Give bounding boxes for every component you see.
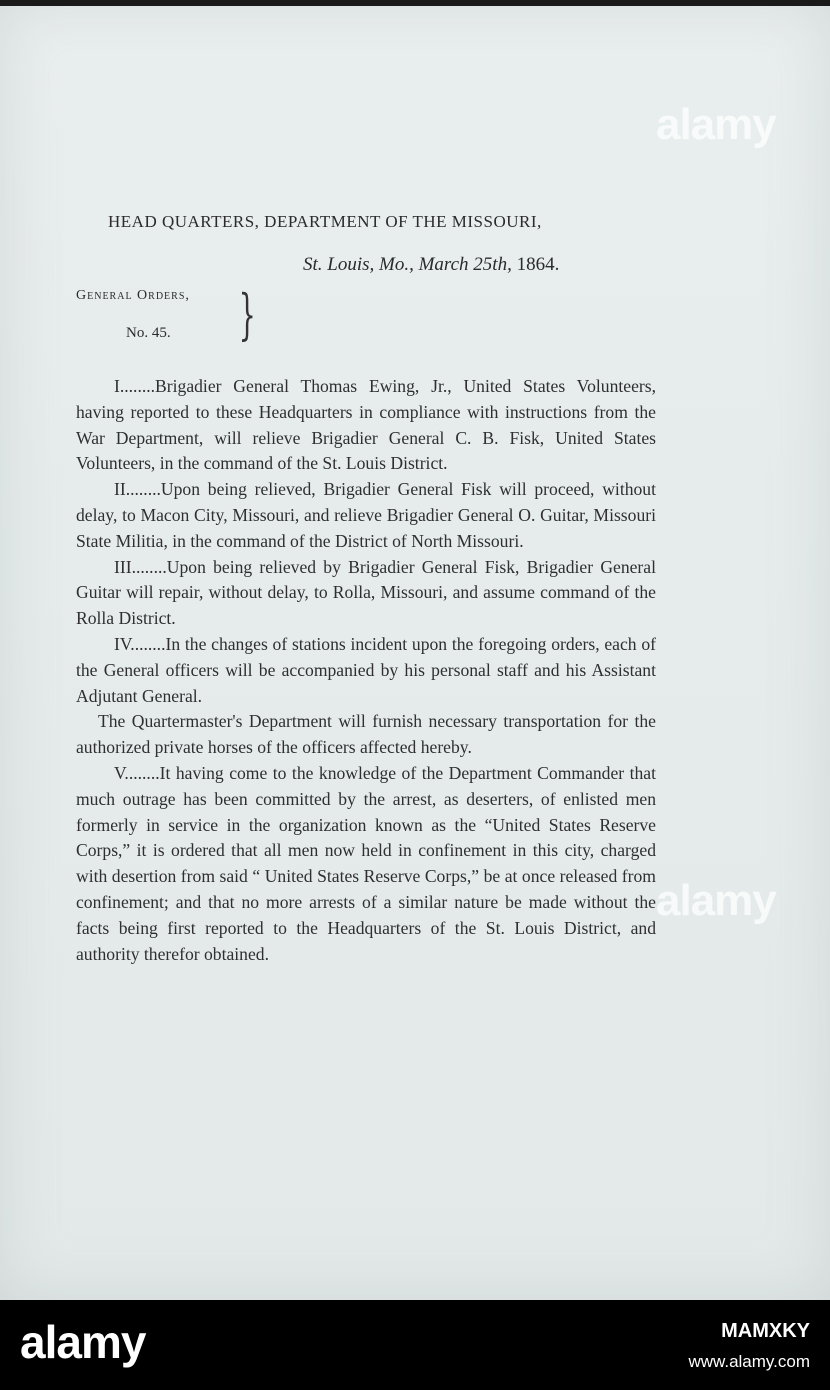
stock-url: www.alamy.com	[688, 1352, 810, 1371]
watermark: alamy	[656, 876, 776, 925]
general-orders-label: General Orders,	[76, 288, 190, 303]
dateline-place: St. Louis, Mo., March 25th,	[303, 254, 512, 275]
image-id: MAMXKY	[721, 1320, 810, 1342]
brace-glyph: }	[238, 283, 256, 346]
document-heading: HEAD QUARTERS, DEPARTMENT OF THE MISSOURI,	[108, 212, 542, 231]
paragraph-5: The Quartermaster's Department will furnish necessary transportation for the authorized private horses of the officers affected hereby.	[76, 711, 656, 758]
dateline-year: 1864.	[511, 254, 560, 275]
paragraph-6: V........It having come to the knowledge of the Department Commander that much outrage has been committed by the arrest, as deserters, of enlisted men formerly in service in the organization known as the “United States Reserve Corps,” it is ordered that all men now held in confinement in this city, charged with desertion from said “ United States Reserve Corps,” be at once released from confinement; and that no more arrests of a similar nature be made without the facts being first reported to the Headquarters of the St. Louis District, and authority therefor obtained.	[76, 762, 656, 964]
paragraph-2: II........Upon being relieved, Brigadier General Fisk will proceed, without delay, to Macon City, Missouri, and relieve Brigadier General O. Guitar, Missouri State Militia, in the command of the District of North Missouri.	[76, 479, 656, 551]
watermark: alamy	[656, 100, 776, 149]
paragraph-3: III........Upon being relieved by Brigadier General Fisk, Brigadier General Guitar will repair, without delay, to Rolla, Missouri, and assume command of the Rolla District.	[76, 556, 656, 629]
dateline	[303, 254, 559, 276]
stock-logo: alamy	[20, 1316, 146, 1368]
general-orders-number: No. 45.	[126, 325, 171, 341]
paragraph-1: I........Brigadier General Thomas Ewing, Jr., United States Volunteers, having reported to these Headquarters in compliance with instructions from the War Department, will relieve Brigadier General C. B. Fisk, United States Volunteers, in the command of the St. Louis District.	[76, 376, 656, 474]
paragraph-4: IV........In the changes of stations incident upon the foregoing orders, each of the General officers will be accompanied by his personal staff and his Assistant Adjutant General.	[76, 633, 656, 706]
document-body	[76, 374, 656, 967]
